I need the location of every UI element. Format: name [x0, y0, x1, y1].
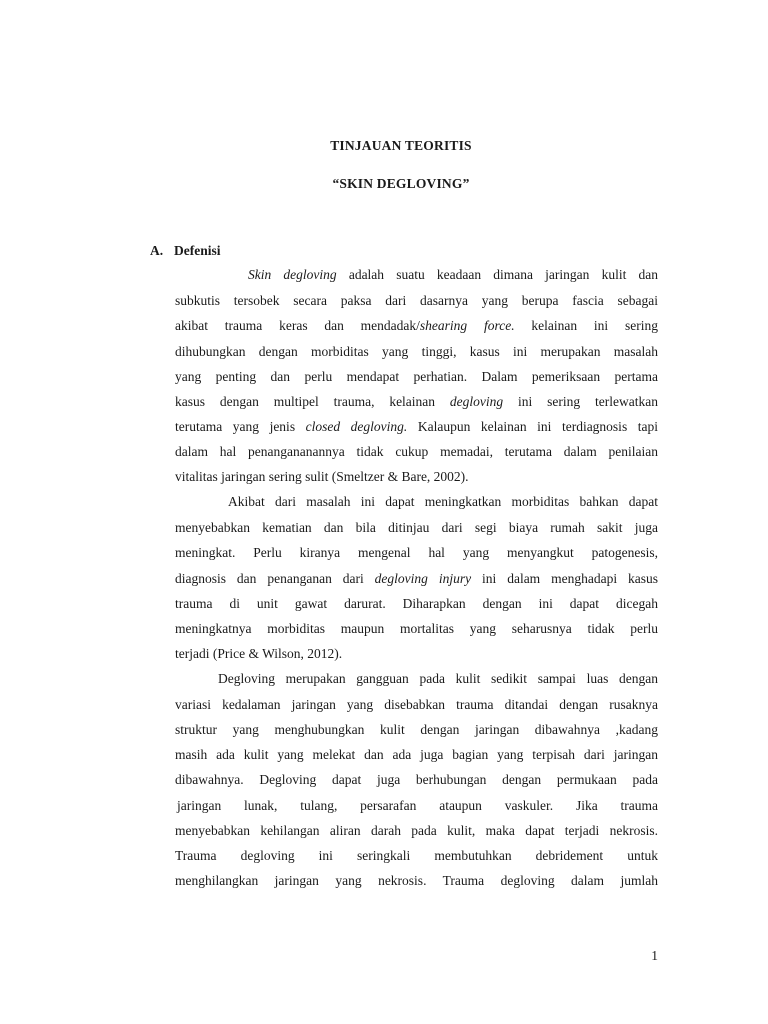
- paragraph-line: meningkat. Perlu kiranya mengenal hal yang menyangkut patogenesis,: [175, 545, 658, 560]
- page-number: 1: [651, 948, 658, 963]
- paragraph-line: diagnosis dan penanganan dari degloving injury ini dalam menghadapi kasus: [175, 571, 659, 586]
- paragraph-line: jaringan lunak, tulang, persarafan ataupun vaskuler. Jika trauma: [177, 798, 658, 813]
- section-number: A.: [150, 243, 164, 258]
- paragraph-line: Skin degloving adalah suatu keadaan dimana jaringan kulit dan: [248, 267, 658, 282]
- document-title: TINJAUAN TEORITIS: [330, 138, 472, 153]
- paragraph-line: menghilangkan jaringan yang nekrosis. Trauma degloving dalam jumlah: [175, 873, 658, 888]
- paragraph-line: dibawahnya. Degloving dapat juga berhubungan dengan permukaan pada: [175, 772, 658, 787]
- document-subtitle: “SKIN DEGLOVING”: [332, 176, 470, 191]
- paragraph-line: yang penting dan perlu mendapat perhatian. Dalam pemeriksaan pertama: [175, 369, 658, 384]
- paragraph-line: akibat trauma keras dan mendadak/shearing force. kelainan ini sering: [175, 318, 658, 333]
- paragraph-line: terutama yang jenis closed degloving. Kalaupun kelainan ini terdiagnosis tapi: [175, 419, 658, 434]
- paragraph-line: struktur yang menghubungkan kulit dengan jaringan dibawahnya ,kadang: [175, 722, 658, 737]
- paragraph-line: Degloving merupakan gangguan pada kulit sedikit sampai luas dengan: [218, 671, 658, 686]
- paragraph-line: menyebabkan kehilangan aliran darah pada kulit, maka dapat terjadi nekrosis.: [175, 823, 658, 838]
- paragraph-line: masih ada kulit yang melekat dan ada juga bagian yang terpisah dari jaringan: [175, 747, 658, 762]
- italic-term: closed degloving.: [305, 419, 408, 434]
- paragraph-line: meningkatnya morbiditas maupun mortalitas yang seharusnya tidak perlu: [175, 621, 658, 636]
- italic-term: degloving: [449, 394, 504, 409]
- section-heading: [150, 243, 221, 259]
- paragraph-line: subkutis tersobek secara paksa dari dasarnya yang berupa fascia sebagai: [175, 293, 658, 308]
- paragraph-line: menyebabkan kematian dan bila ditinjau dari segi biaya rumah sakit juga: [175, 520, 658, 535]
- italic-term: Skin degloving: [248, 267, 337, 282]
- paragraph-line: dihubungkan dengan morbiditas yang tinggi, kasus ini merupakan masalah: [175, 344, 658, 359]
- paragraph-line: vitalitas jaringan sering sulit (Smeltzer & Bare, 2002).: [175, 469, 469, 484]
- paragraph-line: trauma di unit gawat darurat. Diharapkan dengan ini dapat dicegah: [175, 596, 658, 611]
- paragraph-line: dalam hal penangananannya tidak cukup memadai, terutama dalam penilaian: [175, 444, 658, 459]
- italic-term: degloving injury: [374, 571, 472, 586]
- paragraph-line: Trauma degloving ini seringkali membutuhkan debridement untuk: [175, 848, 658, 863]
- section-title: Defenisi: [174, 243, 221, 258]
- paragraph-line: Akibat dari masalah ini dapat meningkatkan morbiditas bahkan dapat: [228, 494, 658, 509]
- paragraph-line: terjadi (Price & Wilson, 2012).: [175, 646, 343, 661]
- paragraph-line: variasi kedalaman jaringan yang disebabkan trauma ditandai dengan rusaknya: [175, 697, 658, 712]
- paragraph-line: kasus dengan multipel trauma, kelainan degloving ini sering terlewatkan: [175, 394, 658, 409]
- italic-term: shearing force.: [419, 318, 515, 333]
